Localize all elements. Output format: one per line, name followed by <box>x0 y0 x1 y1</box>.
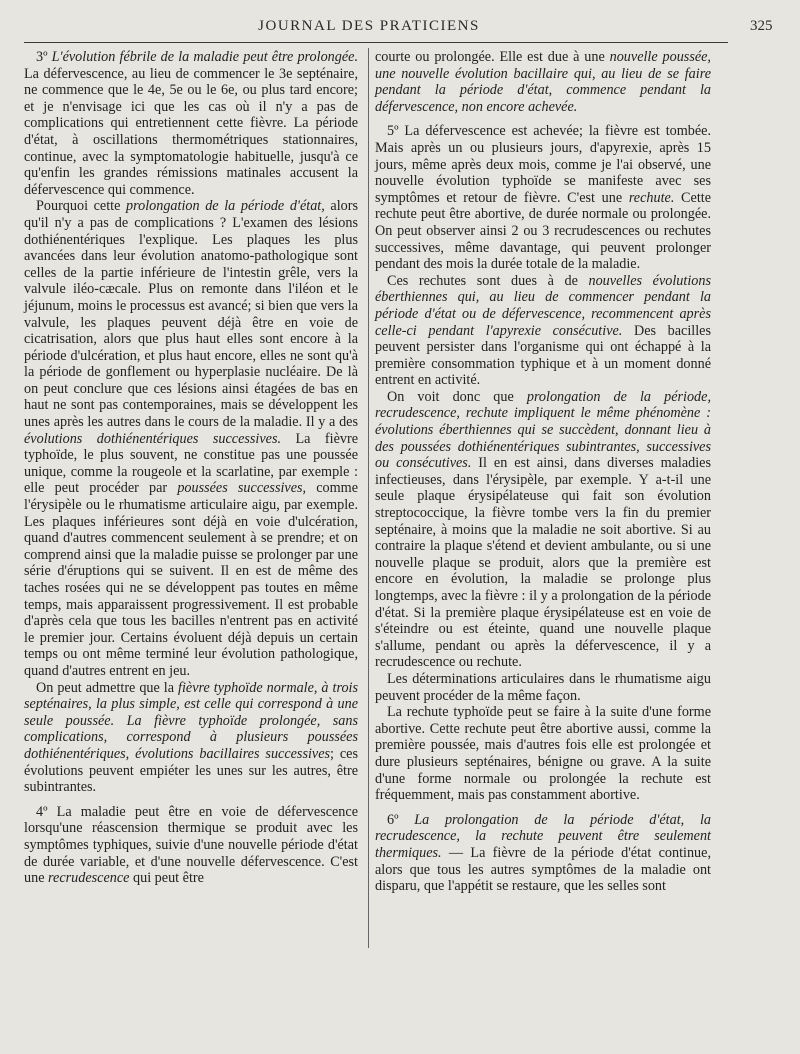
paragraph-3-fever-evolution <box>24 49 358 198</box>
paragraph-relapse-causes <box>375 273 711 389</box>
paragraph-text: Des bacilles peuvent persister dans l'organisme qui ont échappé à la première consommation typhique et à un moment donné entrent en activité. <box>375 322 711 389</box>
header-rule <box>24 42 728 43</box>
emphasis-text: rechute. <box>628 189 675 206</box>
paragraph-6-thermal <box>375 812 711 895</box>
emphasis-text: prolongation de la période, recrudescence, rechute impliquent le même phénomène : évolutions éberthiennes qui se succèdent, donnant lieu à des poussées dothiénentériques subintrantes, successives ou consécutives. <box>375 388 711 472</box>
emphasis-text: poussées successives, <box>177 480 307 497</box>
paragraph-abortive-relapse: La rechute typhoïde peut se faire à la suite d'une forme abortive. Cette rechute peut être abortive aussi, comme la première poussée, mais d'autres fois elle est prolongée et dure plusieurs septénaires, bénigne ou grave. A la suite d'une forme normale ou prolongée la rechute est fréquemment, mais pas constamment abortive. <box>375 704 711 804</box>
paragraph-text: — La fièvre de la période d'état continue, alors que tous les autres symptômes de la maladie ont disparu, que l'appétit se restaure, que les selles sont <box>375 844 711 895</box>
section-heading: L'évolution fébrile de la maladie peut être prolongée. <box>51 49 359 65</box>
paragraph-normal-fever <box>24 680 358 796</box>
emphasis-text: prolongation de la période d'état, <box>126 198 325 215</box>
page-number: 325 <box>750 18 773 34</box>
paragraph-text: On voit donc que <box>387 388 527 405</box>
paragraph-continuation <box>375 49 711 115</box>
paragraph-text: comme l'érysipèle ou le rhumatisme articulaire aigu, par exemple. Les plaques inférieures sont déjà en voie d'ulcération, quand d'autres commencent seulement à se prendre; et on comprend ainsi que la maladie puisse se prolonger par une série d'éruptions qui se suivent. Il en est de même des taches rosées qui ne se développent pas toutes en même temps, mais apparaissent progressivement. Il est probable d'après cela que tous les bacilles n'entrent pas en activité le premier jour. Certains évoluent déjà depuis un certain temps ou ont même terminé leur évolution pathologique, quand d'autres entrent en jeu. <box>24 480 359 679</box>
paragraph-lesions <box>24 198 358 679</box>
paragraph-text: La défervescence, au lieu de commencer le 3e septénaire, ne commence que le 4e, 5e ou le 6e, ou plus tard encore; et je n'envisage ici que les cas où il n'y a pas de complications qui entretiennent cette fièvre. La période d'état, à oscillations thermométriques stationnaires, continue, avec la symptomatologie habituelle, jusqu'à ce qu'enfin les grandes rémissions matinales accusent la défervescence qui commence. <box>24 65 358 198</box>
left-column <box>24 49 358 887</box>
paragraph-text: courte ou prolongée. Elle est due à une <box>375 49 610 65</box>
right-column <box>375 49 711 895</box>
paragraph-text: On peut admettre que la <box>36 679 179 696</box>
section-number: 6º <box>387 811 415 828</box>
emphasis-text: évolutions dothiénentériques successives. <box>24 430 282 447</box>
paragraph-text: Ces rechutes sont dues à de <box>387 272 589 289</box>
emphasis-text: fièvre typhoïde normale, à trois septénaires, la plus simple, est celle qui correspond à une seule poussée. La fièvre typhoïde prolongée, sans complications, correspond à plusieurs poussées dothiénentériques, évolutions bacillaires successives <box>24 679 358 762</box>
paragraph-text: qui peut être <box>129 870 204 887</box>
paragraph-text: 5º La défervescence est achevée; la fièvre est tombée. Mais après un ou plusieurs jours, d'apyrexie, après 15 jours, même après deux mois, comme je l'ai observé, une nouvelle évolution typhoïde se manifeste avec ses symptômes et retour de fièvre. C'est une <box>375 123 711 206</box>
section-heading: La prolongation de la période d'état, la recrudescence, la rechute peuvent être seulement thermiques. <box>375 811 711 861</box>
emphasis-text: nouvelle poussée, une nouvelle évolution bacillaire qui, au lieu de se faire pendant la période d'état, commence pendant la défervescence, non encore achevée. <box>375 49 711 115</box>
paragraph-5-relapse <box>375 123 711 272</box>
emphasis-text: nouvelles évolutions éberthiennes qui, au lieu de commencer pendant la période d'état ou de défervescence, recommencent après celle-ci pendant l'apyrexie consécutive. <box>375 272 711 339</box>
paragraph-text: ; ces évolutions peuvent empiéter les unes sur les autres, être subintrantes. <box>24 745 359 796</box>
emphasis-text: recrudescence <box>48 870 130 887</box>
paragraph-text: 4º La maladie peut être en voie de défervescence lorsqu'une réascension thermique se produit avec les symptômes typhiques, suivie d'une nouvelle période d'état de durée variable, et d'une nouvelle défervescence. C'est une <box>24 803 358 887</box>
section-number: 3º <box>36 49 52 65</box>
paragraph-text: La fièvre typhoïde, le plus souvent, ne constitue pas une poussée unique, comme la rougeole et la scarlatine, par exemple : elle peut procéder par <box>24 430 359 497</box>
column-divider <box>368 48 369 948</box>
paragraph-text: Il en est ainsi, dans diverses maladies infectieuses, dans l'érysipèle, par exemple. Y a-t-il une seule plaque érysipélateuse qui fait son évolution streptococcique, la fièvre tombe vers la fin du premier septénaire, à moins que la maladie ne soit abortive. Si au contraire la plaque s'étend et devient ambulante, ou si une nouvelle plaque se produit, alors que la première est encore en évolution, la maladie se prolonge plus longtemps, avec la fièvre : il y a prolongation de la période d'état. Si la première plaque érysipélateuse est en voie de s'éteindre ou est éteinte, quand une nouvelle plaque s'allume, pendant ou après la défervescence, il y a recrudescence ou rechute. <box>375 455 711 671</box>
running-header-title: JOURNAL DES PRATICIENS <box>258 18 480 34</box>
paragraph-4-recrudescence <box>24 804 358 887</box>
paragraph-text: Cette rechute peut être abortive, de durée normale ou prolongée. On peut observer ainsi 2 ou 3 recrudescences ou rechutes successives, même davantage, qui peuvent prolonger pendant des mois la durée totale de la maladie. <box>375 189 711 273</box>
paragraph-text: alors qu'il n'y a pas de complications ? L'examen des lésions dothiénentériques l'explique. Les plaques les plus avancées dans leur évolution anatomo-pathologique sont celles de la partie inférieure de l'intestin grêle, vers la valvule iléo-cæcale. Plus on remonte dans l'iléon et le jéjunum, moins le processus est avancé; si bien que vers la valvule, les plaques peuvent déjà être en voie de cicatrisation, alors que plus haut elles sont encore à la période d'ulcération, et plus haut encore, elles ne sont qu'à la période de gonflement ou hyperplasie nucléaire. De là on peut conclure que ces lésions ainsi étagées de bas en haut ne sont pas contemporaines, mais se développent les unes après les autres dans le cours de la maladie. Il y a des <box>24 198 358 431</box>
paragraph-same-phenomenon <box>375 389 711 671</box>
paragraph-rheumatism: Les déterminations articulaires dans le rhumatisme aigu peuvent procéder de la même façon. <box>375 670 711 704</box>
paragraph-text: Pourquoi cette <box>36 198 127 215</box>
